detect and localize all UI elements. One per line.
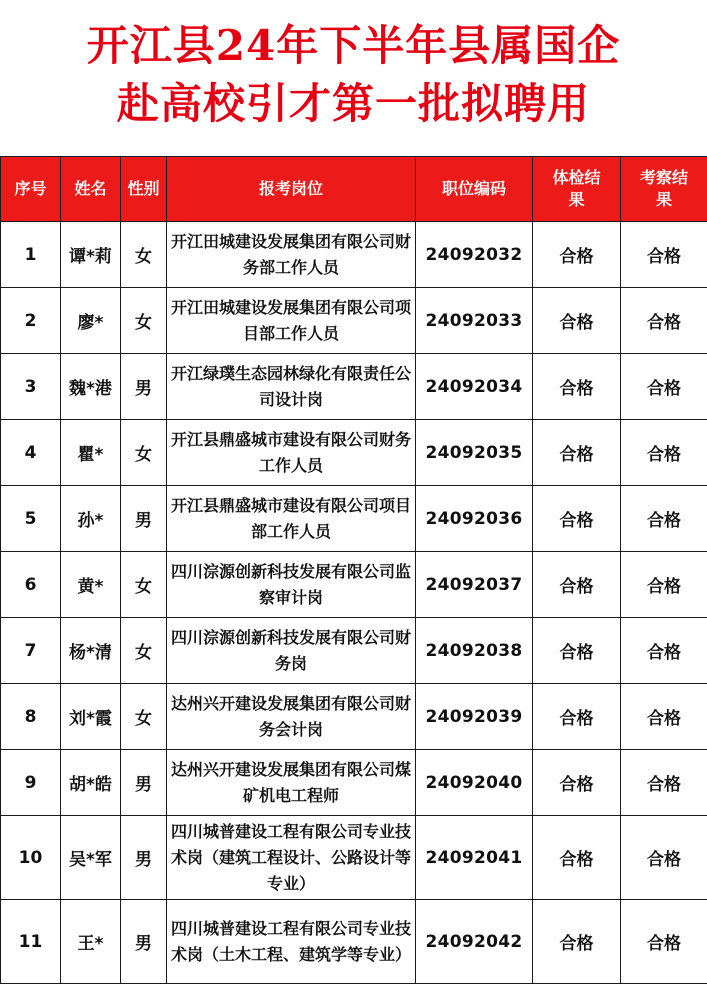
header-gender: 性别 [121,157,167,222]
hiring-table [0,156,707,984]
cell-code: 24092034 [416,354,533,420]
cell-post: 达州兴开建设发展集团有限公司财务会计岗 [167,684,416,750]
cell-gender: 女 [121,420,167,486]
cell-seq: 6 [1,552,61,618]
cell-gender: 男 [121,816,167,900]
cell-seq: 9 [1,750,61,816]
cell-code: 24092032 [416,222,533,288]
cell-gender: 男 [121,900,167,984]
cell-post: 四川城普建设工程有限公司专业技术岗（土木工程、建筑学等专业） [167,900,416,984]
header-name: 姓名 [61,157,121,222]
cell-inspect: 合格 [621,750,707,816]
cell-name: 王* [61,900,121,984]
table-row [1,354,707,420]
page-title [0,0,707,154]
cell-code: 24092041 [416,816,533,900]
table-row [1,486,707,552]
cell-post: 四川城普建设工程有限公司专业技术岗（建筑工程设计、公路设计等专业） [167,816,416,900]
table-row [1,420,707,486]
table-row [1,684,707,750]
cell-gender: 女 [121,684,167,750]
cell-seq: 5 [1,486,61,552]
cell-gender: 女 [121,552,167,618]
header-code: 职位编码 [416,157,533,222]
cell-name: 刘*霞 [61,684,121,750]
cell-exam: 合格 [533,420,621,486]
cell-inspect: 合格 [621,684,707,750]
cell-name: 谭*莉 [61,222,121,288]
cell-exam: 合格 [533,354,621,420]
cell-inspect: 合格 [621,618,707,684]
cell-code: 24092040 [416,750,533,816]
cell-post: 开江绿璞生态园林绿化有限责任公司设计岗 [167,354,416,420]
cell-inspect: 合格 [621,420,707,486]
cell-name: 黄* [61,552,121,618]
cell-seq: 4 [1,420,61,486]
cell-inspect: 合格 [621,354,707,420]
table-row [1,288,707,354]
table-row [1,750,707,816]
cell-inspect: 合格 [621,900,707,984]
cell-name: 廖* [61,288,121,354]
cell-gender: 男 [121,486,167,552]
cell-post: 四川淙源创新科技发展有限公司财务岗 [167,618,416,684]
cell-exam: 合格 [533,900,621,984]
cell-exam: 合格 [533,750,621,816]
cell-code: 24092036 [416,486,533,552]
header-seq: 序号 [1,157,61,222]
cell-exam: 合格 [533,684,621,750]
cell-name: 瞿* [61,420,121,486]
cell-code: 24092037 [416,552,533,618]
cell-seq: 10 [1,816,61,900]
cell-exam: 合格 [533,552,621,618]
cell-inspect: 合格 [621,486,707,552]
cell-code: 24092039 [416,684,533,750]
cell-inspect: 合格 [621,552,707,618]
cell-gender: 男 [121,354,167,420]
cell-gender: 女 [121,288,167,354]
cell-post: 开江县鼎盛城市建设有限公司财务工作人员 [167,420,416,486]
header-exam: 体检结果 [533,157,621,222]
cell-exam: 合格 [533,816,621,900]
table-row [1,222,707,288]
cell-exam: 合格 [533,618,621,684]
cell-exam: 合格 [533,486,621,552]
cell-code: 24092033 [416,288,533,354]
table-row [1,816,707,900]
cell-gender: 女 [121,222,167,288]
cell-inspect: 合格 [621,222,707,288]
cell-post: 开江县鼎盛城市建设有限公司项目部工作人员 [167,486,416,552]
cell-code: 24092042 [416,900,533,984]
cell-exam: 合格 [533,288,621,354]
table-row [1,552,707,618]
cell-seq: 2 [1,288,61,354]
cell-post: 四川淙源创新科技发展有限公司监察审计岗 [167,552,416,618]
cell-name: 胡*皓 [61,750,121,816]
cell-gender: 男 [121,750,167,816]
table-header-row [1,157,707,222]
cell-inspect: 合格 [621,816,707,900]
cell-seq: 3 [1,354,61,420]
header-post: 报考岗位 [167,157,416,222]
cell-seq: 11 [1,900,61,984]
cell-post: 达州兴开建设发展集团有限公司煤矿机电工程师 [167,750,416,816]
cell-seq: 7 [1,618,61,684]
table-row [1,900,707,984]
cell-name: 魏*港 [61,354,121,420]
cell-name: 孙* [61,486,121,552]
cell-post: 开江田城建设发展集团有限公司项目部工作人员 [167,288,416,354]
cell-seq: 8 [1,684,61,750]
title-line-2: 赴高校引才第一批拟聘用 [116,79,590,128]
cell-seq: 1 [1,222,61,288]
table-row [1,618,707,684]
cell-inspect: 合格 [621,288,707,354]
cell-name: 吴*军 [61,816,121,900]
cell-gender: 女 [121,618,167,684]
cell-name: 杨*清 [61,618,121,684]
cell-exam: 合格 [533,222,621,288]
cell-code: 24092035 [416,420,533,486]
header-inspect: 考察结果 [621,157,707,222]
cell-post: 开江田城建设发展集团有限公司财务部工作人员 [167,222,416,288]
title-line-1: 开江县24年下半年县属国企 [86,21,621,70]
cell-code: 24092038 [416,618,533,684]
